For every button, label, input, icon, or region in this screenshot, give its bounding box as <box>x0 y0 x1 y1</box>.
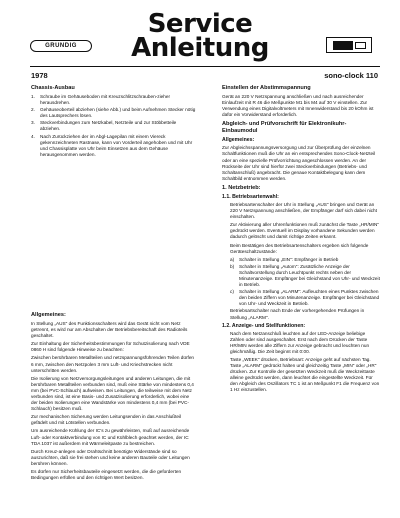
paragraph: Zur mechanischen Sicherung werden Leitungsenden in das Anschlußteil gefädelt und mit Lötstellen verbunden. <box>31 414 182 426</box>
list-item <box>31 120 196 132</box>
list-item-number: 1. <box>31 94 35 99</box>
voltage-heading: Einstellen der Abstimmspannung <box>222 85 311 91</box>
list-item-number: c) <box>230 289 234 295</box>
section-1-1-after: Betriebsartschalter nach Ende der vorhergehenden Prüfungen in Stellung „ALARM". <box>230 308 365 320</box>
list-item-number: 4. <box>31 133 35 139</box>
brand-logo: GRUNDIG <box>30 40 92 52</box>
list-item-text: Schalter in Stellung „ALARM": Aufleuchten eines Punktes zwischen den beiden Ziffern von Minutenanzeige. Empfänger bei Gleichstand von Uhr- und Weckzeit in Betrieb. <box>239 289 380 307</box>
paragraph: Zur Einhaltung der Sicherheitsbestimmungen für Schutzisolierung nach VDE 0860 H sind folgende Hinweise zu beachten: <box>31 341 190 353</box>
voltage-text: Gerät an 220 V Netzspannung anschließen und nach ausreichender Einlaufzeit mit R 46 die Meßpunkte M1 bis M4 auf 30 V einstellen. Zur Verwendung eines Digitalvoltmeters mit Innenwiderstand bis 20 kOhm ist dafür ein Vorwiderstand erforderlich. <box>222 94 374 118</box>
list-item-text: Steckverbindungen zum Netzkabel, Netzteile und zur Stöbbetteile abziehen. <box>40 120 177 132</box>
list-item-number: b) <box>230 263 235 269</box>
list-item-text: Nach Zurückziehen der im Abgl-Lagepilan mit einem Viereck gekennzeichneten Rastnase, kann von Vorderteil angehoben und mit Uhr und Chassisplatte von Uhr beim Einsetzen aus dem Gehäuse herausgenommen werden. <box>40 133 193 157</box>
paragraph: Es dürfen nur Sicherheitsbauteile eingesetzt werden, die die geforderten Bedingungen erfüllen und den richtigen Wert besitzen. <box>31 469 182 481</box>
list-item <box>230 289 380 307</box>
paragraph: Taste „WEEK" drücken, Betriebsart: Anzeige geht auf nächsten Tag. Taste „ALARM" gedrückt halten und gleichzeitig Taste „MIN" oder „HR" drücken. Zur Kontrolle der gesetzten Weckzeit muß die Weckzeittaste alleine gedrückt werden, dann leuchtet die eingestellte Weckzeit. Für den Abgleich des Oszillators TC 1 ist an Meßpunkt F1 die Frequenz von 1 Hz einzustellen. <box>230 357 380 393</box>
chassis-steps <box>31 94 196 158</box>
paragraph: Zur Aktivierung aller Uhrenfunktionen muß zunächst die Taste „HR/MIN" gedrückt werden. Eventuell im Display vorhandene Sekunden werden dadurch gelöscht und damit richtige Zeiten erkannt. <box>230 222 380 240</box>
knob-shape <box>355 42 366 49</box>
list-item <box>230 264 380 288</box>
paragraph: Nach dem Netzanschluß leuchten auf der LED-Anzeige beliebige Zahlen oder sind ausgeschaltet. Erst nach dem Drücken der Taste HR/MIN werden alle Ziffern zur Anzeige gebracht und leuchten nun gleichmäßig. Die Zeit beginnt mit 0:00. <box>230 330 370 354</box>
general-heading: Allgemeines: <box>31 311 66 318</box>
display-shape <box>333 41 353 50</box>
list-item <box>230 257 380 263</box>
section-1-2-heading: 1.2. Anzeige- und Stellfunktionen: <box>222 322 306 329</box>
list-item-number: a) <box>230 256 235 262</box>
left-column <box>31 85 196 483</box>
right-column <box>222 85 380 396</box>
title-line-2: Anleitung <box>131 33 269 63</box>
list-item-number: 3. <box>31 120 35 126</box>
list-item <box>31 94 196 106</box>
section-1-heading: 1. Netzbetrieb: <box>222 184 261 191</box>
list-item <box>31 107 196 119</box>
chassis-heading: Chassis-Ausbau <box>31 85 75 91</box>
title-line-1: Service <box>147 9 253 39</box>
illustration-space <box>31 159 196 309</box>
list-item <box>31 134 196 158</box>
paragraph: Um ausreichende Kühlung der IC's zu gewährleisten, muß auf ausreichende Luft- oder Kontaktverbindung von IC und Kühlblech geachtet werden, der IC TDA 1037 ist außerdem mit Wärmeleitpaste zu bestreichen. <box>31 428 190 446</box>
align-general-text: Zur Abgleichsspannungsversorgung und zur Überprüfung der einzelnen Schaltfunktionen muß die Uhr an ein entsprechendes Sono-Clock-Netzteil oder an eine spezielle Prüfvorrichtung angeschlossen werden. An der Rückseite der Uhr sind hierfür zwei Steckverbindungen (Betriebs- und Schaltanschluß) angebracht. Die genaue Kontaktbelegung kann dem Schaltbild entnommen werden. <box>222 145 376 181</box>
list-item-text: Schraube im Gehäuseboden mit Kreuzschlitzschrauben-zieher herausdrehen. <box>40 94 171 106</box>
header-divider <box>30 66 380 67</box>
paragraph: In Stellung „AUS" des Funktionsschalters wird das Gerät nicht vom Netz getrennt, es wird nur am Abschalten der Betriebsbereitschaft des Radioteils geschaltet. <box>31 320 188 339</box>
align-general-heading: Allgemeines: <box>222 137 255 144</box>
paragraph: Beim Bestätigen des Betriebsartenschalters ergeben sich folgende Geräteschaltzustände: <box>230 242 369 254</box>
model-label: sono-clock 110 <box>324 71 378 80</box>
section-1-1-heading: 1.1. Betriebsartenwahl: <box>222 193 279 200</box>
list-item-text: Gehäuseoberteil abziehen (siehe Abb.) und beim Aufnehmen Stecker nötig des Lautsprechers lösen. <box>40 107 196 119</box>
paragraph: Die Isolierung von Netzversorgungsleitungen und anderen Leitungen, die mit berührbaren Metallteilen verbunden sind, muß eine Stärke von mindestens 0,4 mm (bei PVC-Schlauch) aufweisen. Bei Leitungen, die teilweise mit dem Netz verbunden sind, ist eine Basis- und Zusatzisolierung erforderlich, wobei eine der beiden Isolierungen eine Wandstärke von mindestens 0,4 mm (bei PVC-Schlauch) besitzen muß. <box>31 375 194 412</box>
section-1-1-paragraphs <box>222 202 380 255</box>
paragraph: Betriebsartenschalter der Uhr in Stellung „AUS" bringen und Gerät an 220 V Netzspannung anschließen, der Empfänger darf sich dabei nicht einschalten. <box>230 201 377 220</box>
clock-radio-icon <box>326 37 372 53</box>
section-1-2-paragraphs <box>222 331 380 394</box>
general-paragraphs <box>31 321 196 481</box>
paragraph: Zwischen berührbaren Metallteilen und netzspannungsführenden Teilen dürfen 6 mm, zwischen den Netzpolen 3 mm Luft- und Kriechstrecken nicht unterschritten werden. <box>31 355 195 373</box>
year-label: 1978 <box>31 71 48 80</box>
align-heading: Abgleich- und Prüfvorschrift für Elektronikuhr-Einbaumodul <box>222 121 347 135</box>
list-item-number: 2. <box>31 107 35 113</box>
paragraph: Durch Kreuz-anlegen oder Drahtschnitt benötigte Widerstände sind so auszurichten, daß sie frei stehen und keine anderen Bauteile oder Leitungen berühren können. <box>31 448 190 466</box>
list-item-text: Schalter in Stellung „Autom": Zusätzliche Anzeige der Schaltvorstellung durch Leuchtpunkt rechts neben der Minutenanzeige. Empfänger bei Gleichstand von Uhr- und Weckzeit in Betrieb. <box>239 263 380 288</box>
list-item-text: Schalter in Stellung „EIN": Empfänger in Betrieb <box>239 256 339 262</box>
section-1-1-items <box>222 257 380 308</box>
